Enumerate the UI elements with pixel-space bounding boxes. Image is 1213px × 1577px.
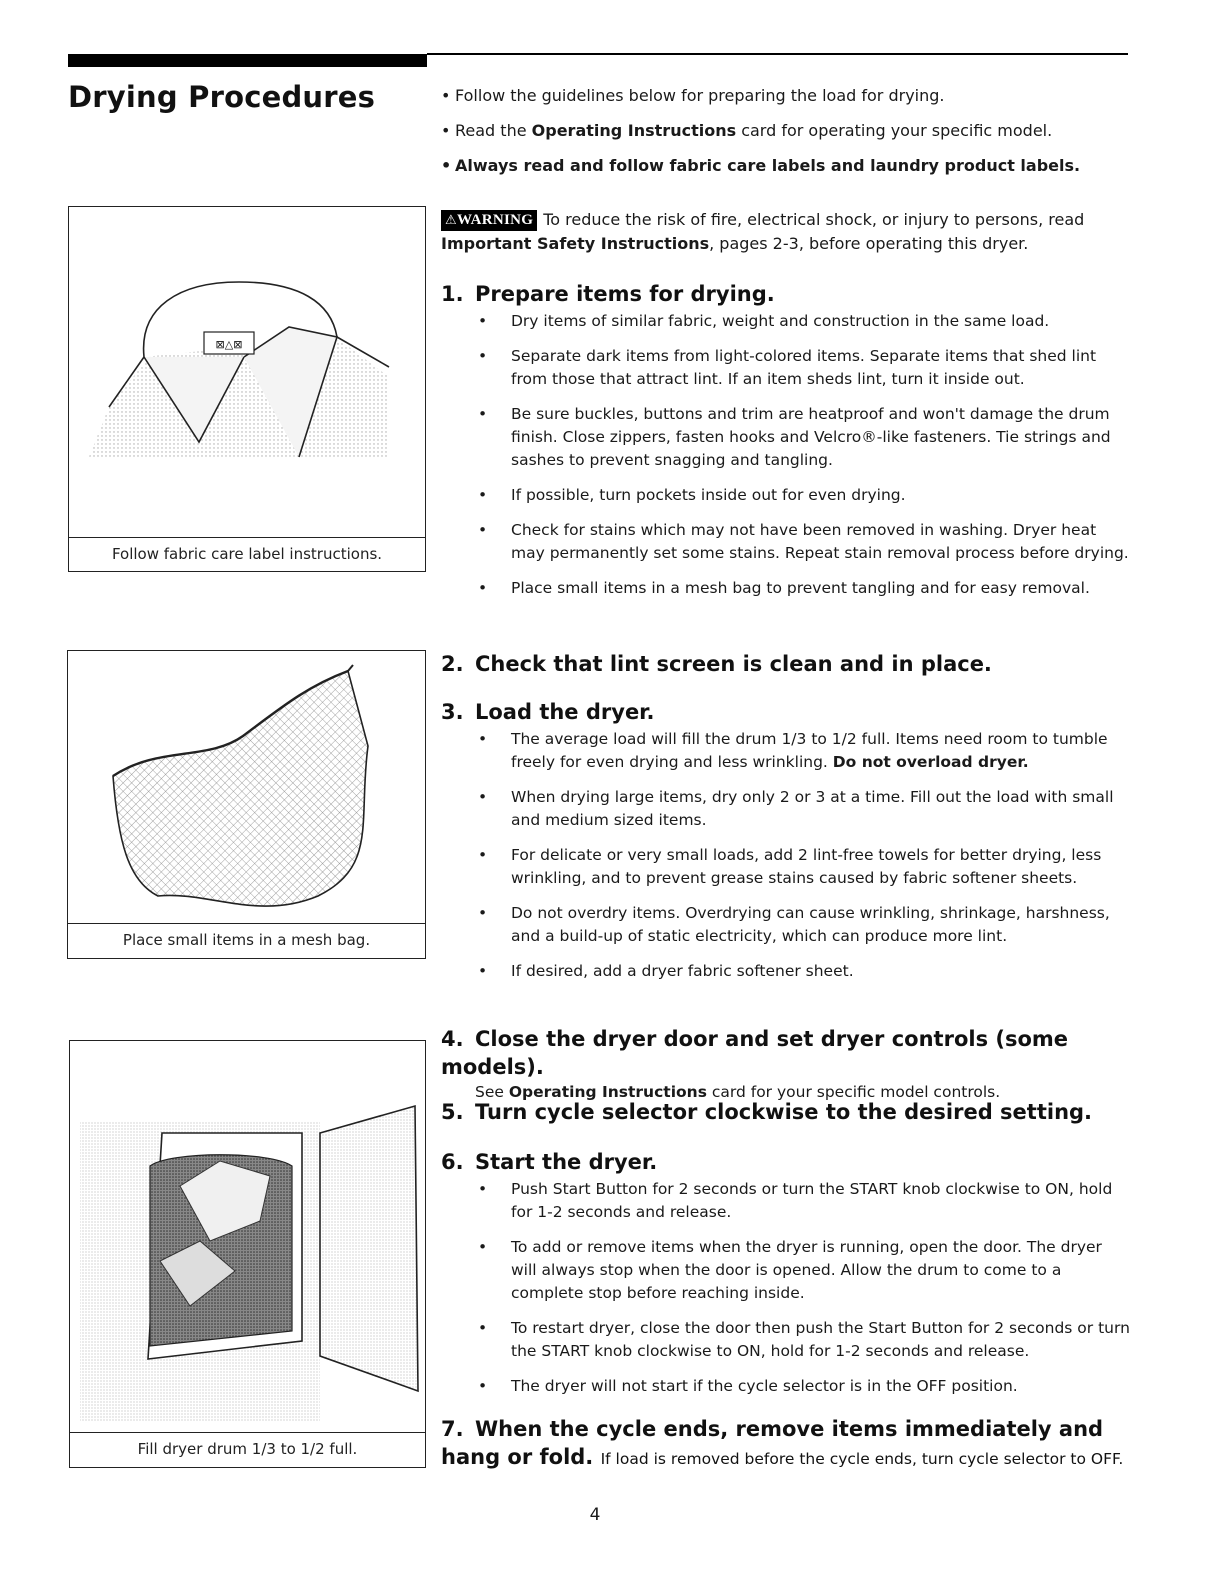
figure-dryer-drum <box>69 1040 426 1468</box>
warning-badge: ⚠WARNING <box>441 210 537 231</box>
shirt-collar-illustration <box>69 207 425 539</box>
step-heading: 5. Turn cycle selector clockwise to the desired setting. <box>441 1100 1093 1124</box>
list-item: • Do not overdry items. Overdrying can cause wrinkling, shrinkage, harshness, and a build-up of static electricity, which can produce more lint. <box>441 902 1131 948</box>
step-list <box>441 1178 1131 1398</box>
header-rule-thin <box>427 53 1128 55</box>
figure-caption: Fill dryer drum 1/3 to 1/2 full. <box>70 1432 425 1467</box>
figure-shirt-collar <box>68 206 426 572</box>
list-item: • If desired, add a dryer fabric softener sheet. <box>441 960 1131 983</box>
step-list <box>441 310 1131 600</box>
svg-text:⊠△⊠: ⊠△⊠ <box>215 338 243 351</box>
warning-triangle-icon: ⚠ <box>445 213 457 228</box>
step-heading: 2. Check that lint screen is clean and in place. <box>441 652 992 676</box>
step-start-dryer <box>441 1148 1131 1410</box>
list-item: • To add or remove items when the dryer is running, open the door. The dryer will always stop when the door is opened. Allow the drum to come to a complete stop before reaching inside. <box>441 1236 1131 1305</box>
step-heading: 3. Load the dryer. <box>441 700 655 724</box>
step-cycle-selector <box>441 1098 1131 1126</box>
step-heading: 1. Prepare items for drying. <box>441 282 775 306</box>
intro-item: • Read the Operating Instructions card for operating your specific model. <box>441 121 1053 140</box>
figure-mesh-bag <box>67 650 426 959</box>
list-item: • To restart dryer, close the door then push the Start Button for 2 seconds or turn the START knob clockwise to ON, hold for 1-2 seconds and release. <box>441 1317 1131 1363</box>
figure-caption: Place small items in a mesh bag. <box>68 923 425 958</box>
safety-warning: ⚠WARNING To reduce the risk of fire, electrical shock, or injury to persons, read Important Safety Instructions, pages 2-3, before operating this dryer. <box>441 210 1085 253</box>
list-item: • For delicate or very small loads, add 2 lint-free towels for better drying, less wrinkling, and to prevent grease stains caused by fabric softener sheets. <box>441 844 1131 890</box>
list-item: • Be sure buckles, buttons and trim are heatproof and won't damage the drum finish. Close zippers, fasten hooks and Velcro®-like fasteners. Tie strings and sashes to prevent snagging and tangling. <box>441 403 1131 472</box>
step-heading: 4. Close the dryer door and set dryer controls (some models). <box>441 1027 1069 1079</box>
dryer-drum-illustration <box>70 1041 425 1434</box>
intro-guidelines <box>441 84 1131 189</box>
step-note: If load is removed before the cycle ends, turn cycle selector to OFF. <box>600 1450 1124 1468</box>
list-item: • When drying large items, dry only 2 or 3 at a time. Fill out the load with small and medium sized items. <box>441 786 1131 832</box>
page-number: 4 <box>589 1505 601 1525</box>
figure-caption: Follow fabric care label instructions. <box>69 537 425 571</box>
intro-item: • Follow the guidelines below for preparing the load for drying. <box>441 86 945 105</box>
list-item: • Dry items of similar fabric, weight and construction in the same load. <box>441 310 1131 333</box>
list-item: • Push Start Button for 2 seconds or turn the START knob clockwise to ON, hold for 1-2 seconds and release. <box>441 1178 1131 1224</box>
step-heading: 6. Start the dryer. <box>441 1150 658 1174</box>
step-note: See Operating Instructions card for your specific model controls. <box>475 1083 1001 1101</box>
step-close-door <box>441 1025 1131 1104</box>
list-item: • Check for stains which may not have been removed in washing. Dryer heat may permanently set some stains. Repeat stain removal process before drying. <box>441 519 1131 565</box>
step-prepare-items <box>441 280 1131 612</box>
page-title: Drying Procedures <box>68 80 376 114</box>
header-rule-thick <box>68 54 427 67</box>
intro-item: • Always read and follow fabric care labels and laundry product labels. <box>441 156 1081 175</box>
list-item: • Separate dark items from light-colored items. Separate items that shed lint from those that attract lint. If an item sheds lint, turn it inside out. <box>441 345 1131 391</box>
list-item: • If possible, turn pockets inside out for even drying. <box>441 484 1131 507</box>
step-heading: 7. When the cycle ends, remove items immediately and hang or fold. If load is removed before the cycle ends, turn cycle selector to OFF. <box>441 1417 1124 1469</box>
step-cycle-ends <box>441 1415 1131 1473</box>
list-item: • The average load will fill the drum 1/3 to 1/2 full. Items need room to tumble freely for even drying and less wrinkling. Do not overload dryer. <box>441 728 1131 774</box>
list-item: • The dryer will not start if the cycle selector is in the OFF position. <box>441 1375 1131 1398</box>
step-list <box>441 728 1131 983</box>
step-lint-screen <box>441 650 1131 678</box>
mesh-bag-illustration <box>68 651 425 925</box>
list-item: • Place small items in a mesh bag to prevent tangling and for easy removal. <box>441 577 1131 600</box>
step-load-dryer <box>441 698 1131 995</box>
